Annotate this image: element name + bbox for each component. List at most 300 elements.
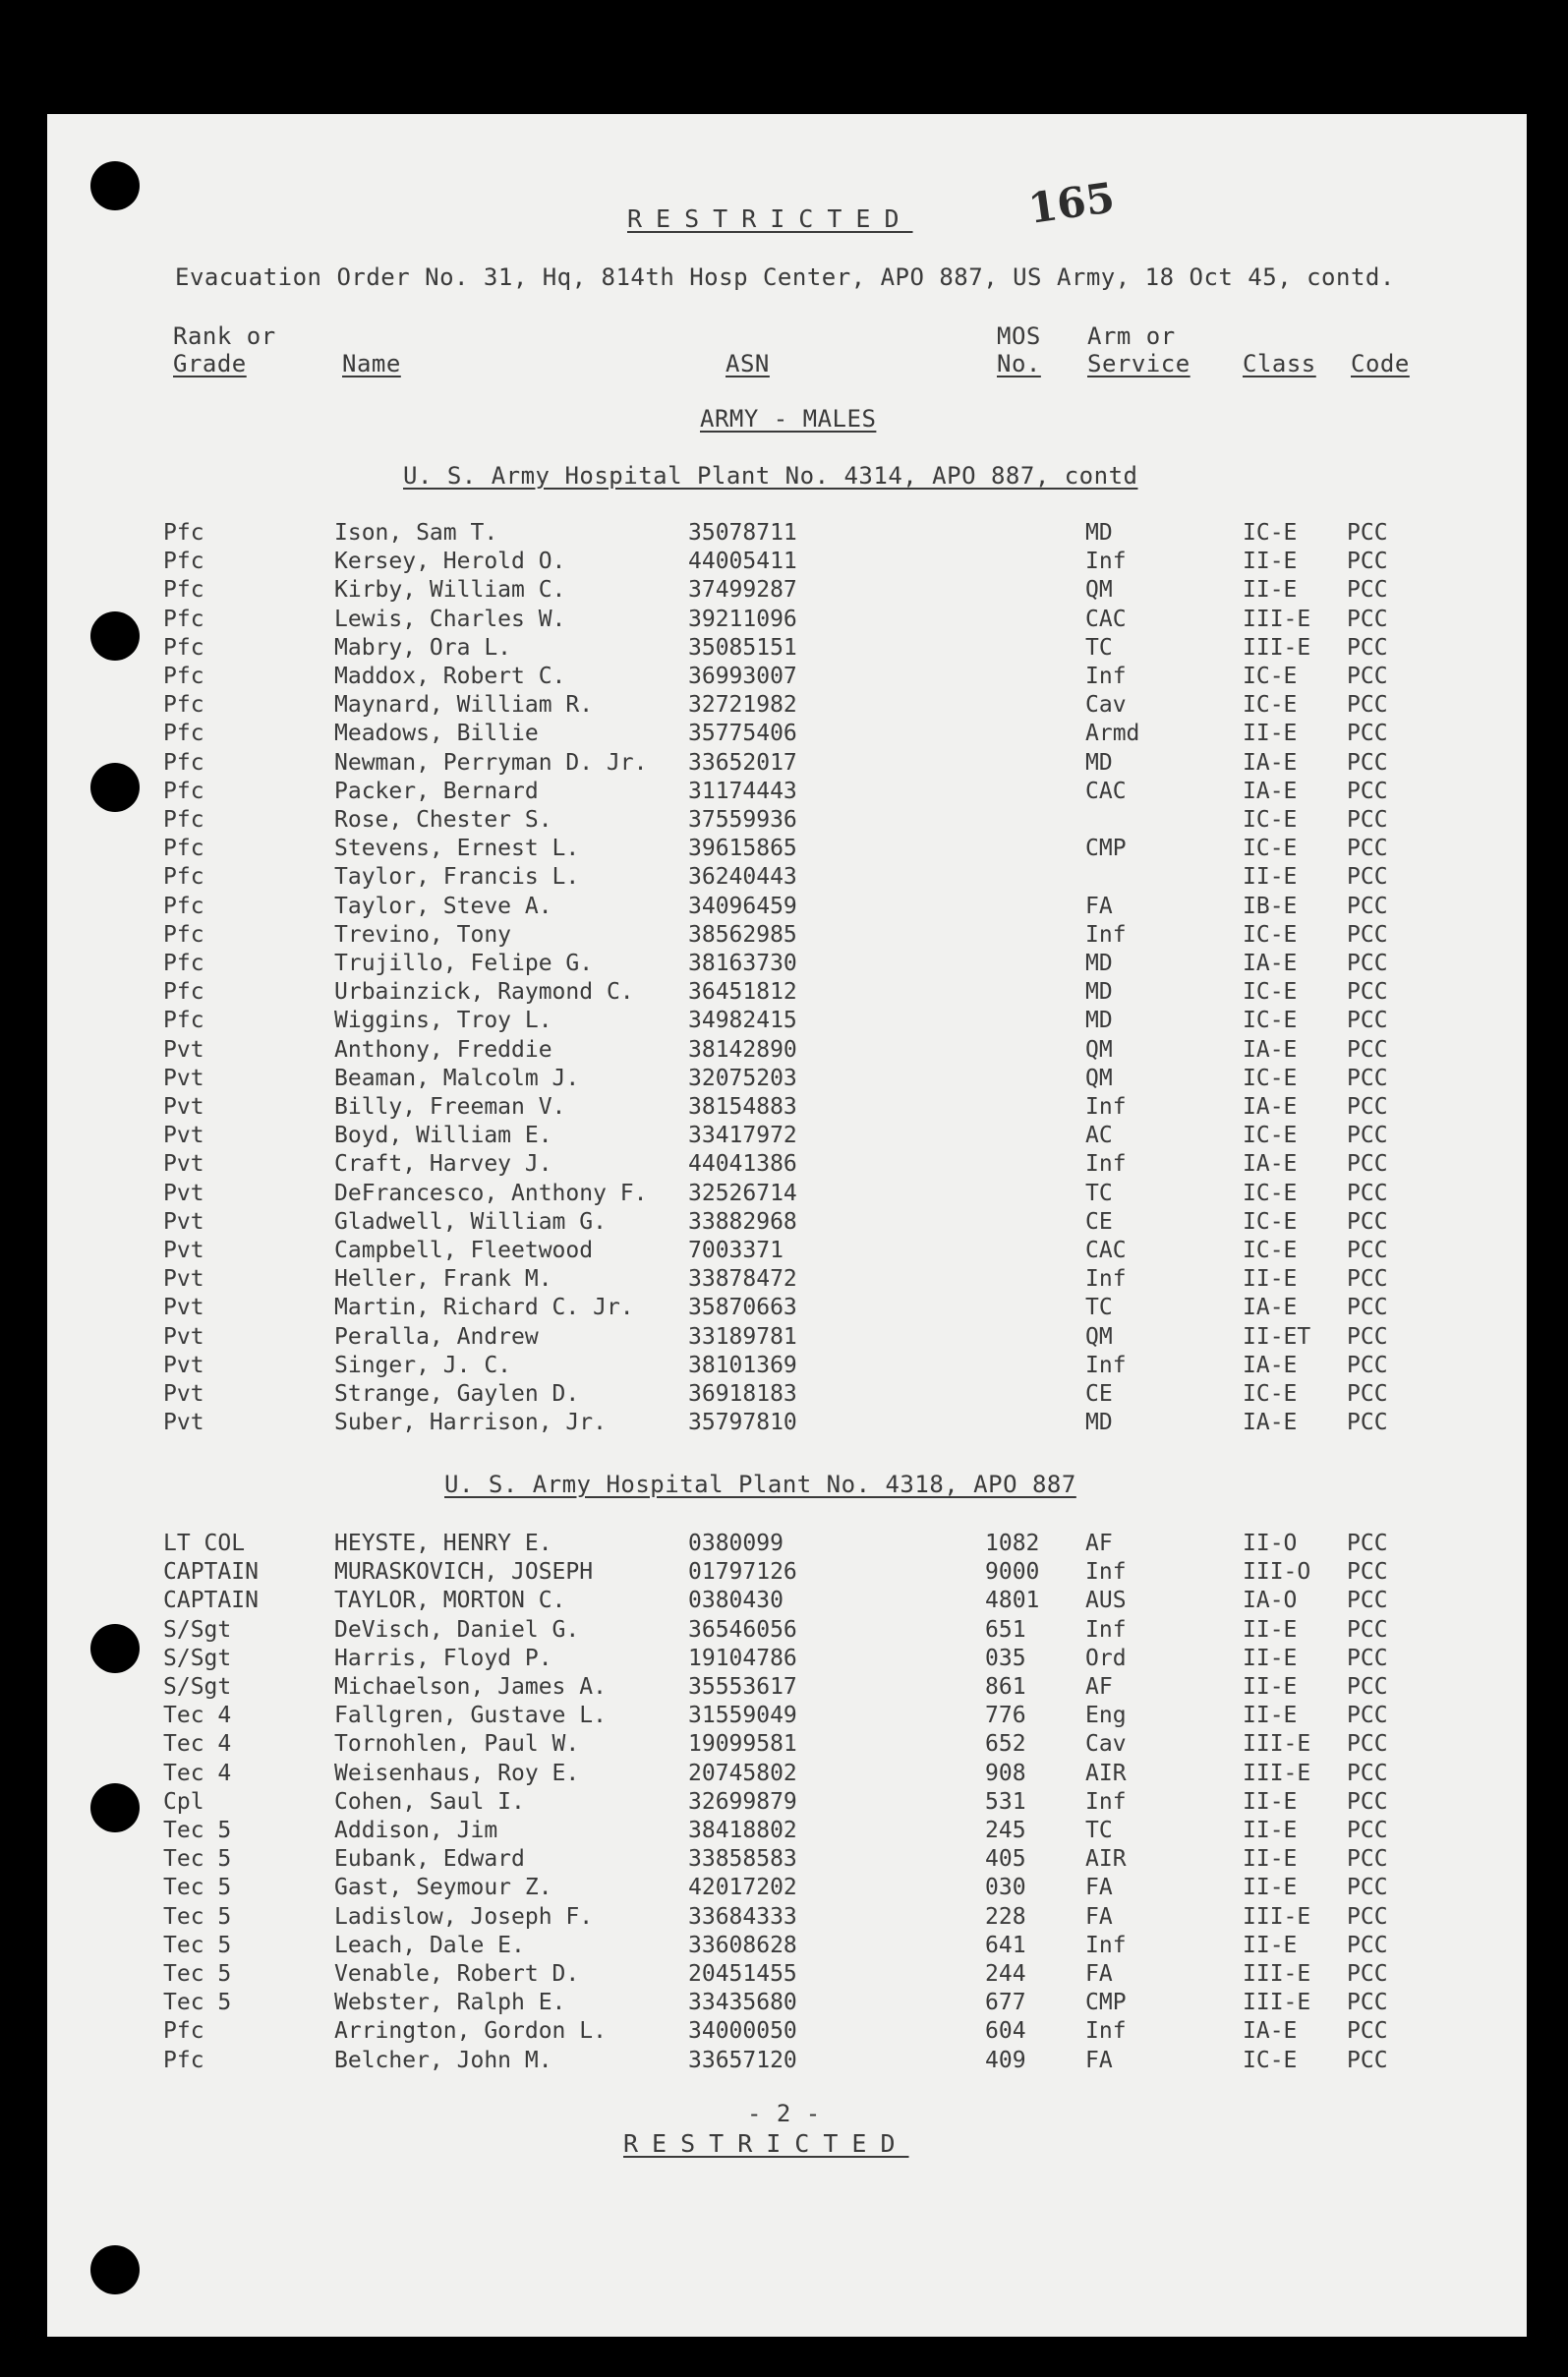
- cell-asn: 38142890: [688, 1036, 797, 1063]
- cell-name: HEYSTE, HENRY E.: [334, 1531, 552, 1556]
- cell-code: PCC: [1347, 951, 1388, 976]
- table-row: [47, 2047, 1527, 2075]
- cell-name: DeVisch, Daniel G.: [334, 1616, 580, 1643]
- cell-asn: 38101369: [688, 1352, 797, 1378]
- cell-rank: Pvt: [163, 1036, 204, 1063]
- cell-rank: LT COL: [163, 1531, 246, 1556]
- table-row: [47, 1960, 1527, 1989]
- cell-code: PCC: [1347, 1180, 1388, 1206]
- cell-code: PCC: [1347, 864, 1388, 891]
- cell-name: Fallgren, Gustave L.: [334, 1703, 607, 1729]
- cell-name: DeFrancesco, Anthony F.: [334, 1180, 648, 1206]
- cell-asn: 38418802: [688, 1818, 797, 1843]
- table-row: [47, 1409, 1527, 1437]
- cell-cls: IC-E: [1243, 807, 1298, 833]
- cell-code: PCC: [1347, 1731, 1388, 1758]
- cell-mos: 1082: [985, 1531, 1040, 1556]
- cell-arm: AF: [1085, 1674, 1113, 1700]
- table-row: [47, 519, 1527, 548]
- cell-name: Campbell, Fleetwood: [334, 1238, 594, 1263]
- cell-rank: Pvt: [163, 1323, 204, 1350]
- cell-arm: CAC: [1085, 1238, 1127, 1263]
- cell-code: PCC: [1347, 606, 1388, 632]
- cell-name: Kirby, William C.: [334, 577, 566, 604]
- cell-rank: Pvt: [163, 1238, 204, 1263]
- cell-rank: Pfc: [163, 577, 204, 604]
- cell-name: Cohen, Saul I.: [334, 1788, 525, 1815]
- cell-cls: III-E: [1243, 1990, 1311, 2016]
- cell-arm: Inf: [1085, 664, 1127, 689]
- cell-cls: IA-E: [1243, 1094, 1298, 1120]
- cell-mos: 405: [985, 1846, 1026, 1873]
- punch-hole: [90, 1624, 140, 1673]
- table-row: [47, 634, 1527, 663]
- cell-rank: Pvt: [163, 1065, 204, 1091]
- cell-asn: 32075203: [688, 1065, 797, 1091]
- cell-arm: QM: [1085, 1065, 1113, 1091]
- cell-asn: 36240443: [688, 864, 797, 891]
- cell-name: Weisenhaus, Roy E.: [334, 1760, 580, 1786]
- cell-arm: CAC: [1085, 606, 1127, 632]
- cell-cls: II-E: [1243, 1818, 1298, 1843]
- cell-cls: IC-E: [1243, 692, 1298, 719]
- cell-name: Mabry, Ora L.: [334, 634, 512, 661]
- cell-code: PCC: [1347, 1151, 1388, 1178]
- cell-arm: CAC: [1085, 778, 1127, 804]
- table-row: [47, 1587, 1527, 1615]
- table-row: [47, 1093, 1527, 1122]
- cell-mos: 531: [985, 1788, 1026, 1815]
- cell-name: Anthony, Freddie: [334, 1036, 552, 1063]
- cell-cls: IA-E: [1243, 1410, 1298, 1436]
- cell-name: Lewis, Charles W.: [334, 606, 566, 632]
- cell-arm: AC: [1085, 1123, 1113, 1149]
- cell-mos: 409: [985, 2047, 1026, 2073]
- cell-name: Craft, Harvey J.: [334, 1151, 552, 1178]
- cell-mos: 677: [985, 1990, 1026, 2016]
- punch-hole: [90, 611, 140, 661]
- cell-asn: 31559049: [688, 1703, 797, 1729]
- cell-arm: QM: [1085, 1323, 1113, 1350]
- cell-code: PCC: [1347, 893, 1388, 919]
- cell-mos: 861: [985, 1674, 1026, 1700]
- cell-cls: II-E: [1243, 1875, 1298, 1901]
- cell-code: PCC: [1347, 1645, 1388, 1671]
- cell-asn: 38562985: [688, 921, 797, 948]
- cell-rank: Tec 4: [163, 1731, 232, 1758]
- cell-name: Singer, J. C.: [334, 1352, 512, 1378]
- cell-mos: 776: [985, 1703, 1026, 1729]
- cell-name: Heller, Frank M.: [334, 1266, 552, 1293]
- cell-rank: CAPTAIN: [163, 1559, 259, 1586]
- section-title: ARMY - MALES: [700, 405, 877, 433]
- cell-name: Suber, Harrison, Jr.: [334, 1410, 607, 1436]
- cell-rank: Tec 4: [163, 1703, 232, 1729]
- cell-cls: IA-E: [1243, 951, 1298, 976]
- cell-arm: Inf: [1085, 1788, 1127, 1815]
- cell-mos: 245: [985, 1818, 1026, 1843]
- cell-asn: 38154883: [688, 1094, 797, 1120]
- cell-arm: AIR: [1085, 1760, 1127, 1786]
- cell-asn: 32526714: [688, 1180, 797, 1206]
- cell-asn: 01797126: [688, 1559, 797, 1586]
- cell-cls: IA-E: [1243, 1295, 1298, 1321]
- cell-arm: TC: [1085, 1295, 1113, 1321]
- cell-arm: MD: [1085, 1008, 1113, 1034]
- table-row: [47, 1845, 1527, 1874]
- cell-code: PCC: [1347, 1410, 1388, 1436]
- cell-rank: Pvt: [163, 1094, 204, 1120]
- cell-arm: Inf: [1085, 1266, 1127, 1293]
- cell-arm: AIR: [1085, 1846, 1127, 1873]
- cell-arm: Inf: [1085, 1559, 1127, 1586]
- cell-asn: 37559936: [688, 807, 797, 833]
- cell-code: PCC: [1347, 1295, 1388, 1321]
- table-row: [47, 806, 1527, 835]
- cell-cls: II-E: [1243, 1932, 1298, 1958]
- col-asn: ASN: [726, 350, 770, 377]
- col-rank-line1: Rank or: [173, 322, 276, 350]
- cell-code: PCC: [1347, 807, 1388, 833]
- cell-cls: III-E: [1243, 606, 1311, 632]
- col-mos-line2: No.: [997, 350, 1041, 377]
- cell-rank: Pfc: [163, 664, 204, 689]
- cell-cls: III-O: [1243, 1559, 1311, 1586]
- cell-arm: FA: [1085, 2047, 1113, 2073]
- cell-name: Gast, Seymour Z.: [334, 1875, 552, 1901]
- cell-rank: Pfc: [163, 692, 204, 719]
- cell-arm: Inf: [1085, 1932, 1127, 1958]
- cell-arm: FA: [1085, 1961, 1113, 1987]
- cell-name: Trevino, Tony: [334, 921, 512, 948]
- cell-asn: 33417972: [688, 1123, 797, 1149]
- cell-arm: Eng: [1085, 1703, 1127, 1729]
- cell-cls: III-E: [1243, 1731, 1311, 1758]
- cell-name: Strange, Gaylen D.: [334, 1381, 580, 1407]
- cell-rank: Pfc: [163, 921, 204, 948]
- cell-rank: Pfc: [163, 634, 204, 661]
- cell-name: Ladislow, Joseph F.: [334, 1903, 594, 1930]
- table-row: [47, 1932, 1527, 1960]
- col-class: Class: [1243, 350, 1316, 377]
- cell-code: PCC: [1347, 1036, 1388, 1063]
- table-row: [47, 2017, 1527, 2046]
- cell-cls: IC-E: [1243, 2047, 1298, 2073]
- cell-rank: Pvt: [163, 1151, 204, 1178]
- table-row: [47, 749, 1527, 778]
- table-row: [47, 921, 1527, 950]
- cell-cls: IC-E: [1243, 520, 1298, 546]
- cell-name: Tornohlen, Paul W.: [334, 1731, 580, 1758]
- cell-asn: 19104786: [688, 1645, 797, 1671]
- cell-mos: 244: [985, 1961, 1026, 1987]
- cell-cls: II-E: [1243, 864, 1298, 891]
- cell-asn: 33878472: [688, 1266, 797, 1293]
- cell-cls: II-E: [1243, 1266, 1298, 1293]
- cell-mos: 035: [985, 1645, 1026, 1671]
- cell-asn: 34096459: [688, 893, 797, 919]
- table-row: [47, 1788, 1527, 1817]
- cell-cls: IA-E: [1243, 1151, 1298, 1178]
- cell-asn: 20451455: [688, 1961, 797, 1987]
- cell-asn: 35797810: [688, 1410, 797, 1436]
- col-name: Name: [342, 350, 401, 377]
- table-row: [47, 778, 1527, 806]
- cell-arm: MD: [1085, 1410, 1113, 1436]
- cell-name: Billy, Freeman V.: [334, 1094, 566, 1120]
- table-row: [47, 950, 1527, 978]
- cell-name: Meadows, Billie: [334, 721, 539, 747]
- cell-asn: 34000050: [688, 2018, 797, 2045]
- table-row: [47, 1237, 1527, 1265]
- table-row: [47, 1530, 1527, 1558]
- cell-rank: Tec 5: [163, 1961, 232, 1987]
- cell-mos: 030: [985, 1875, 1026, 1901]
- cell-arm: Ord: [1085, 1645, 1127, 1671]
- cell-rank: Pvt: [163, 1352, 204, 1378]
- cell-rank: CAPTAIN: [163, 1588, 259, 1614]
- cell-cls: II-O: [1243, 1531, 1298, 1556]
- cell-arm: QM: [1085, 1036, 1113, 1063]
- cell-asn: 33435680: [688, 1990, 797, 2016]
- table-row: [47, 576, 1527, 605]
- cell-rank: Pvt: [163, 1295, 204, 1321]
- cell-rank: Tec 5: [163, 1932, 232, 1958]
- cell-asn: 31174443: [688, 778, 797, 804]
- cell-arm: AF: [1085, 1531, 1113, 1556]
- table-row: [47, 548, 1527, 576]
- footer-page-number: - 2 -: [747, 2100, 821, 2127]
- cell-code: PCC: [1347, 1846, 1388, 1873]
- table-row: [47, 1673, 1527, 1702]
- cell-rank: Pfc: [163, 749, 204, 776]
- cell-code: PCC: [1347, 836, 1388, 862]
- cell-code: PCC: [1347, 634, 1388, 661]
- cell-name: Trujillo, Felipe G.: [334, 951, 594, 976]
- restricted-footer: RESTRICTED: [623, 2129, 909, 2158]
- cell-asn: 39615865: [688, 836, 797, 862]
- cell-asn: 36993007: [688, 664, 797, 689]
- cell-cls: II-E: [1243, 1645, 1298, 1671]
- cell-cls: III-E: [1243, 1961, 1311, 1987]
- cell-rank: Pfc: [163, 520, 204, 546]
- table-row: [47, 835, 1527, 863]
- table-row: [47, 1122, 1527, 1150]
- table-row: [47, 893, 1527, 921]
- cell-rank: S/Sgt: [163, 1616, 232, 1643]
- group2-title: U. S. Army Hospital Plant No. 4318, APO 887: [444, 1471, 1076, 1498]
- cell-cls: II-E: [1243, 1788, 1298, 1815]
- cell-code: PCC: [1347, 1760, 1388, 1786]
- table-row: [47, 1903, 1527, 1932]
- cell-mos: 9000: [985, 1559, 1040, 1586]
- cell-code: PCC: [1347, 1903, 1388, 1930]
- col-rank-line2: Grade: [173, 350, 247, 377]
- cell-cls: IA-O: [1243, 1588, 1298, 1614]
- cell-arm: Inf: [1085, 2018, 1127, 2045]
- cell-cls: IA-E: [1243, 2018, 1298, 2045]
- cell-code: PCC: [1347, 2018, 1388, 2045]
- cell-arm: Armd: [1085, 721, 1140, 747]
- cell-name: Ison, Sam T.: [334, 520, 498, 546]
- cell-asn: 35085151: [688, 634, 797, 661]
- cell-rank: Pfc: [163, 836, 204, 862]
- cell-asn: 33657120: [688, 2047, 797, 2073]
- cell-cls: IC-E: [1243, 1238, 1298, 1263]
- cell-cls: II-E: [1243, 721, 1298, 747]
- cell-arm: Cav: [1085, 692, 1127, 719]
- cell-asn: 38163730: [688, 951, 797, 976]
- cell-arm: Cav: [1085, 1731, 1127, 1758]
- cell-asn: 33608628: [688, 1932, 797, 1958]
- cell-asn: 33684333: [688, 1903, 797, 1930]
- cell-cls: IC-E: [1243, 1180, 1298, 1206]
- cell-asn: 33652017: [688, 749, 797, 776]
- cell-mos: 228: [985, 1903, 1026, 1930]
- cell-asn: 35870663: [688, 1295, 797, 1321]
- cell-arm: Inf: [1085, 1094, 1127, 1120]
- cell-rank: S/Sgt: [163, 1645, 232, 1671]
- cell-cls: IC-E: [1243, 1065, 1298, 1091]
- cell-code: PCC: [1347, 749, 1388, 776]
- cell-cls: IA-E: [1243, 749, 1298, 776]
- cell-asn: 19099581: [688, 1731, 797, 1758]
- table-row: [47, 606, 1527, 634]
- cell-asn: 36546056: [688, 1616, 797, 1643]
- cell-cls: IC-E: [1243, 836, 1298, 862]
- cell-name: Newman, Perryman D. Jr.: [334, 749, 648, 776]
- cell-code: PCC: [1347, 692, 1388, 719]
- table-row: [47, 1616, 1527, 1645]
- cell-asn: 0380099: [688, 1531, 784, 1556]
- cell-name: Taylor, Francis L.: [334, 864, 580, 891]
- cell-cls: IC-E: [1243, 1123, 1298, 1149]
- cell-name: Leach, Dale E.: [334, 1932, 525, 1958]
- cell-arm: MD: [1085, 951, 1113, 976]
- cell-name: Maddox, Robert C.: [334, 664, 566, 689]
- cell-name: Rose, Chester S.: [334, 807, 552, 833]
- cell-name: Arrington, Gordon L.: [334, 2018, 607, 2045]
- cell-code: PCC: [1347, 1065, 1388, 1091]
- cell-name: Eubank, Edward: [334, 1846, 525, 1873]
- cell-rank: Pfc: [163, 2047, 204, 2073]
- table-row: [47, 978, 1527, 1007]
- cell-arm: Inf: [1085, 549, 1127, 575]
- cell-cls: IA-E: [1243, 778, 1298, 804]
- table-row: [47, 1065, 1527, 1093]
- table-row: [47, 1150, 1527, 1179]
- cell-code: PCC: [1347, 2047, 1388, 2073]
- col-arm-line2: Service: [1087, 350, 1191, 377]
- cell-rank: Tec 5: [163, 1903, 232, 1930]
- page-number-stamp: 165: [1025, 173, 1118, 233]
- cell-arm: MD: [1085, 979, 1113, 1006]
- table-row: [47, 1265, 1527, 1294]
- punch-hole: [90, 2245, 140, 2294]
- col-mos-line1: MOS: [997, 322, 1041, 350]
- cell-asn: 42017202: [688, 1875, 797, 1901]
- cell-code: PCC: [1347, 1559, 1388, 1586]
- cell-cls: IB-E: [1243, 893, 1298, 919]
- cell-mos: 604: [985, 2018, 1026, 2045]
- cell-arm: QM: [1085, 577, 1113, 604]
- cell-rank: Pfc: [163, 893, 204, 919]
- cell-asn: 32699879: [688, 1788, 797, 1815]
- cell-asn: 44005411: [688, 549, 797, 575]
- cell-asn: 34982415: [688, 1008, 797, 1034]
- cell-rank: Pvt: [163, 1266, 204, 1293]
- cell-rank: Tec 5: [163, 1818, 232, 1843]
- cell-arm: CMP: [1085, 1990, 1127, 2016]
- cell-rank: Tec 5: [163, 1846, 232, 1873]
- cell-code: PCC: [1347, 1238, 1388, 1263]
- cell-asn: 0380430: [688, 1588, 784, 1614]
- cell-code: PCC: [1347, 1932, 1388, 1958]
- cell-cls: III-E: [1243, 1760, 1311, 1786]
- cell-arm: MD: [1085, 520, 1113, 546]
- cell-name: Harris, Floyd P.: [334, 1645, 552, 1671]
- cell-code: PCC: [1347, 1990, 1388, 2016]
- cell-cls: IC-E: [1243, 921, 1298, 948]
- table-row: [47, 663, 1527, 691]
- document-page: [47, 114, 1527, 2337]
- cell-asn: 39211096: [688, 606, 797, 632]
- cell-mos: 4801: [985, 1588, 1040, 1614]
- cell-asn: 44041386: [688, 1151, 797, 1178]
- cell-cls: IC-E: [1243, 1008, 1298, 1034]
- cell-code: PCC: [1347, 1008, 1388, 1034]
- cell-rank: Tec 4: [163, 1760, 232, 1786]
- cell-code: PCC: [1347, 1323, 1388, 1350]
- cell-cls: II-E: [1243, 1674, 1298, 1700]
- cell-cls: IA-E: [1243, 1036, 1298, 1063]
- cell-name: TAYLOR, MORTON C.: [334, 1588, 566, 1614]
- cell-code: PCC: [1347, 921, 1388, 948]
- cell-rank: Pvt: [163, 1123, 204, 1149]
- cell-mos: 908: [985, 1760, 1026, 1786]
- cell-cls: IC-E: [1243, 1381, 1298, 1407]
- table-row: [47, 1760, 1527, 1788]
- cell-asn: 33882968: [688, 1208, 797, 1235]
- cell-name: Michaelson, James A.: [334, 1674, 607, 1700]
- cell-name: Gladwell, William G.: [334, 1208, 607, 1235]
- cell-arm: Inf: [1085, 921, 1127, 948]
- table-row: [47, 1352, 1527, 1380]
- cell-rank: Pvt: [163, 1410, 204, 1436]
- table-row: [47, 1007, 1527, 1035]
- cell-code: PCC: [1347, 778, 1388, 804]
- cell-cls: IC-E: [1243, 1208, 1298, 1235]
- cell-code: PCC: [1347, 549, 1388, 575]
- cell-asn: 36918183: [688, 1381, 797, 1407]
- cell-cls: IC-E: [1243, 664, 1298, 689]
- cell-name: Urbainzick, Raymond C.: [334, 979, 634, 1006]
- cell-rank: Pfc: [163, 979, 204, 1006]
- cell-name: Taylor, Steve A.: [334, 893, 552, 919]
- col-arm-line1: Arm or: [1087, 322, 1176, 350]
- cell-code: PCC: [1347, 1266, 1388, 1293]
- cell-name: Martin, Richard C. Jr.: [334, 1295, 634, 1321]
- cell-asn: 37499287: [688, 577, 797, 604]
- cell-asn: 33189781: [688, 1323, 797, 1350]
- cell-code: PCC: [1347, 1094, 1388, 1120]
- cell-rank: Pfc: [163, 807, 204, 833]
- cell-name: Boyd, William E.: [334, 1123, 552, 1149]
- cell-arm: FA: [1085, 1875, 1113, 1901]
- cell-name: Webster, Ralph E.: [334, 1990, 566, 2016]
- cell-rank: Tec 5: [163, 1875, 232, 1901]
- table-row: [47, 1702, 1527, 1730]
